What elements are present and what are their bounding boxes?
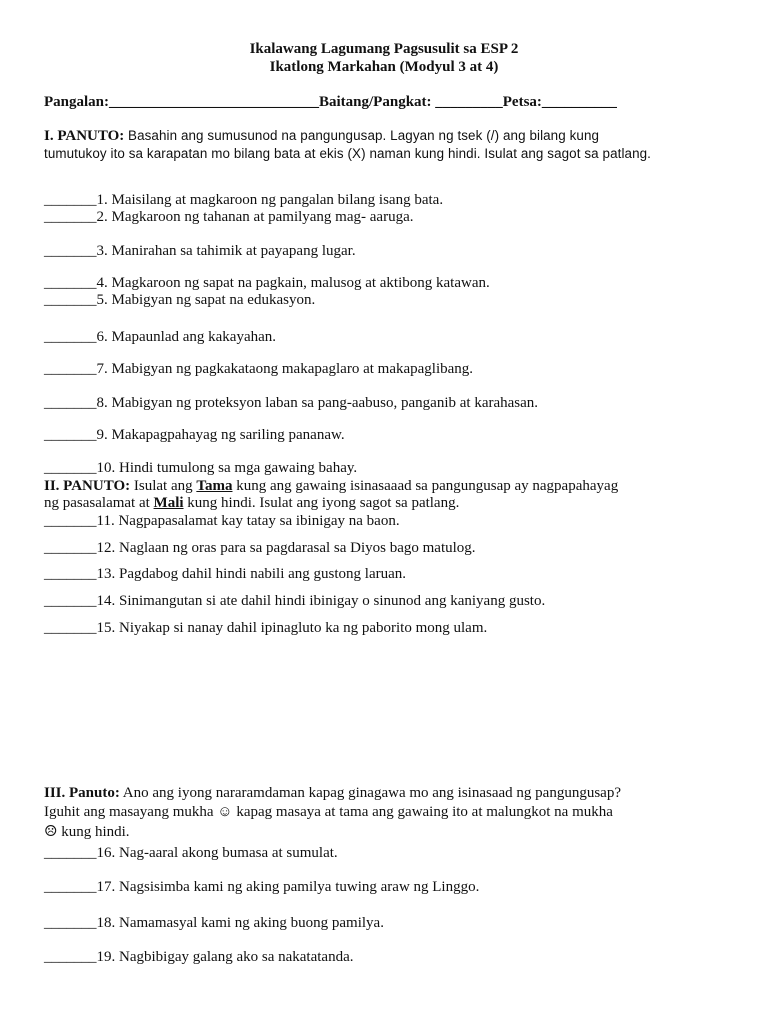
section2-instruction-line1 — [44, 477, 618, 495]
section1-instruction-line1 — [44, 127, 599, 145]
section1-item-4: _______4. Magkaroon ng sapat na pagkain, malusog at aktibong katawan. — [44, 275, 490, 291]
section2-item-12: _______12. Naglaan ng oras para sa pagdarasal sa Diyos bago matulog. — [44, 540, 476, 556]
section2-item-14: _______14. Sinimangutan si ate dahil hindi ibinigay o sinunod ang kaniyang gusto. — [44, 593, 546, 609]
section1-item-9: _______9. Makapagpahayag ng sariling pananaw. — [44, 427, 345, 443]
section2-item-15: _______15. Niyakap si nanay dahil ipinagluto ka ng paborito mong ulam. — [44, 620, 488, 636]
section1-label: I. PANUTO: — [44, 128, 125, 144]
section1-item-10: _______10. Hindi tumulong sa mga gawaing bahay. — [44, 460, 358, 476]
section2-text-b: kung ang gawaing isinasaaad sa pangungusap ay nagpapahayag — [236, 478, 619, 494]
section2-text-c: ng pasasalamat at — [44, 495, 150, 511]
section2-text-a: Isulat ang — [133, 478, 193, 494]
section2-instruction-line2 — [44, 494, 459, 512]
section2-label: II. PANUTO: — [44, 478, 131, 494]
section3-item-17: _______17. Nagsisimba kami ng aking pamilya tuwing araw ng Linggo. — [44, 879, 480, 895]
section1-instruction-text: Basahin ang sumusunod na pangungusap. Lagyan ng tsek (/) ang bilang kung — [128, 128, 600, 143]
section1-item-8: _______8. Mabigyan ng proteksyon laban sa pang-aabuso, panganib at karahasan. — [44, 395, 539, 411]
section1-item-7: _______7. Mabigyan ng pagkakataong makapaglaro at makapaglibang. — [44, 361, 474, 377]
section1-item-1: _______1. Maisilang at magkaroon ng pangalan bilang isang bata. — [44, 192, 444, 208]
section1-item-2: _______2. Magkaroon ng tahanan at pamilyang mag- aaruga. — [44, 209, 414, 225]
section2-item-13: _______13. Pagdabog dahil hindi nabili ang gustong laruan. — [44, 566, 407, 582]
section3-item-19: _______19. Nagbibigay galang ako sa nakatatanda. — [44, 949, 354, 965]
section1-instruction-line2: tumutukoy ito sa karapatan mo bilang bata at ekis (X) naman kung hindi. Isulat ang sagot sa patlang. — [44, 146, 651, 161]
section3-label: III. Panuto: — [44, 785, 120, 801]
section3-item-16: _______16. Nag-aaral akong bumasa at sumulat. — [44, 845, 338, 861]
keyword-tama: Tama — [196, 478, 233, 494]
section3-instruction-text: Ano ang iyong nararamdaman kapag ginagawa mo ang isinasaad ng pangungusap? — [122, 785, 621, 801]
worksheet-subtitle: Ikatlong Markahan (Modyul 3 at 4) — [269, 59, 499, 75]
section3-instruction-line1 — [44, 784, 621, 802]
section1-item-5: _______5. Mabigyan ng sapat na edukasyon. — [44, 292, 316, 308]
keyword-mali: Mali — [153, 495, 184, 511]
section3-instruction-line2: Iguhit ang masayang mukha ☺ kapag masaya at tama ang gawaing ito at malungkot na mukha — [44, 804, 613, 820]
worksheet-title: Ikalawang Lagumang Pagsusulit sa ESP 2 — [249, 41, 519, 57]
student-info-line: Pangalan:____________________________Baitang/Pangkat: _________Petsa:__________ — [44, 94, 617, 110]
section2-item-11: _______11. Nagpapasalamat kay tatay sa ibinigay na baon. — [44, 513, 400, 529]
section1-item-3: _______3. Manirahan sa tahimik at payapang lugar. — [44, 243, 356, 259]
section3-item-18: _______18. Namamasyal kami ng aking buong pamilya. — [44, 915, 384, 931]
section2-text-d: kung hindi. Isulat ang iyong sagot sa patlang. — [187, 495, 460, 511]
section1-item-6: _______6. Mapaunlad ang kakayahan. — [44, 329, 277, 345]
section3-instruction-line3: ☹ kung hindi. — [44, 824, 130, 840]
